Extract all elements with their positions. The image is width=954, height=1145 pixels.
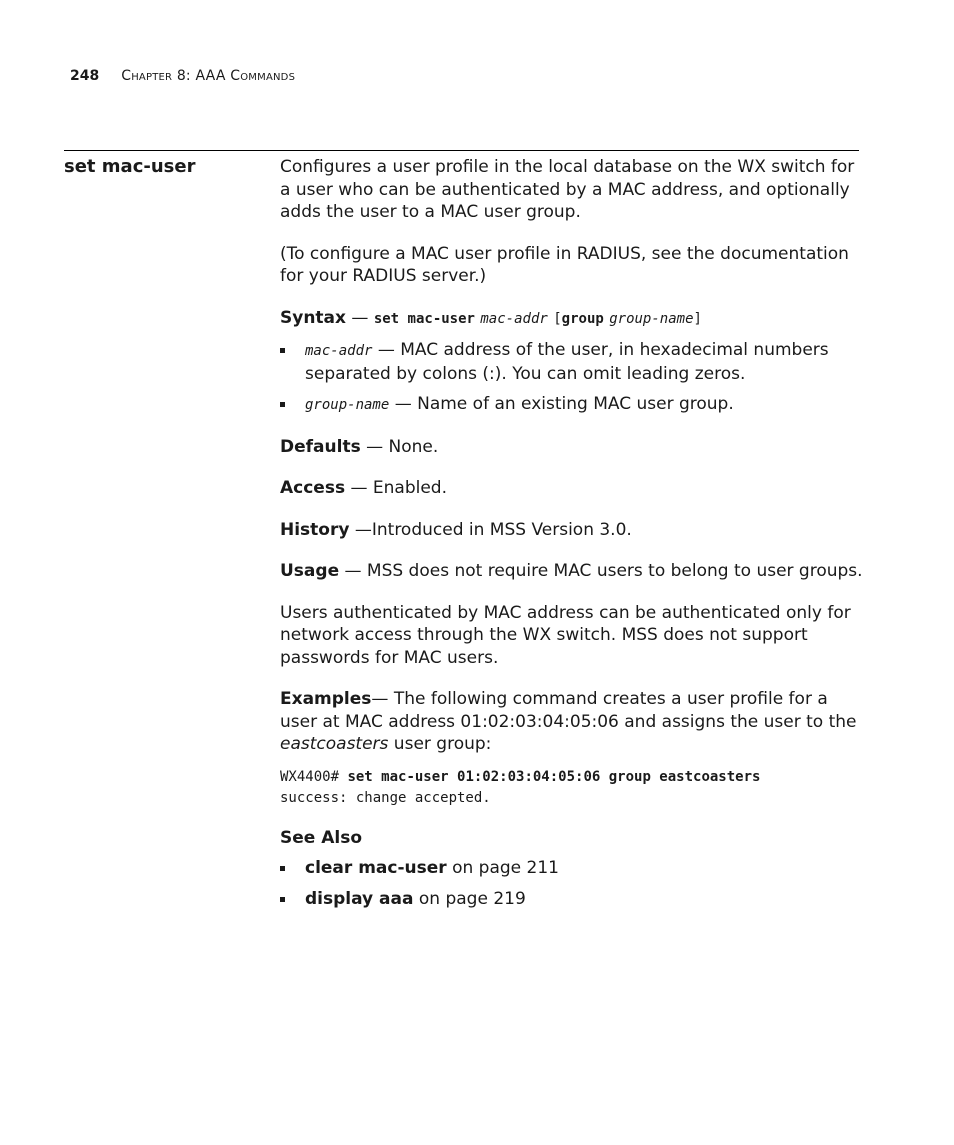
syntax-open-bracket: [ [553,310,562,327]
examples-group-name: eastcoasters [280,734,389,754]
usage-label: Usage [280,561,340,581]
defaults-line [280,436,865,459]
command-title: set mac-user [64,156,196,177]
syntax-close-bracket: ] [693,310,702,327]
param-item [280,393,865,417]
command-body [280,156,865,929]
see-also-link[interactable]: display aaa [305,888,414,909]
param-desc: — MAC address of the user, in hexadecimal numbers separated by colons (:). You can omit leading zeros. [305,340,829,384]
bullet-icon [280,402,285,407]
access-text: — Enabled. [350,478,447,498]
code-example [280,767,865,809]
examples-text-end: user group: [388,734,492,754]
access-label: Access [280,478,346,498]
syntax-arg-group: group-name [609,310,694,327]
syntax-keyword-group: group [561,310,604,327]
param-list [280,339,865,417]
param-name: group-name [305,397,390,413]
see-also-item [280,888,865,911]
see-also-heading: See Also [280,827,363,848]
description: Configures a user profile in the local database on the WX switch for a user who can be authenticated by a MAC address, and optionally adds the user to a MAC user group. [280,157,855,222]
code-output: success: change accepted. [280,789,491,806]
chapter-title: Chapter 8: AAA Commands [121,68,296,84]
param-item [280,339,865,385]
syntax-label: Syntax [280,307,346,328]
see-also-link[interactable]: clear mac-user [305,858,447,878]
bullet-icon [280,897,285,902]
see-also-page-ref: on page 211 [446,858,559,878]
usage-paragraph: Users authenticated by MAC address can be authenticated only for network access through the WX switch. MSS does not support passwords for MAC users. [280,602,851,668]
bullet-icon [280,866,285,871]
usage-line [280,560,865,583]
usage-text: — MSS does not require MAC users to belong to user groups. [344,561,863,581]
access-line [280,477,865,500]
param-name: mac-addr [305,343,373,359]
radius-note: (To configure a MAC user profile in RADIUS, see the documentation for your RADIUS server.) [280,243,849,286]
page-number: 248 [70,68,100,84]
syntax-line [280,307,865,331]
syntax-command: set mac-user [373,310,475,327]
examples-text: — The following command creates a user profile for a user at MAC address 01:02:03:04:05:06 and assigns the user to the [280,689,857,732]
history-text: —Introduced in MSS Version 3.0. [354,519,632,540]
see-also-page-ref: on page 219 [413,888,526,909]
section-rule [64,150,859,151]
syntax-dash: — [351,307,369,328]
history-label: History [280,519,350,540]
code-command-line [280,767,865,788]
see-also-item [280,857,865,880]
history-line [280,519,865,542]
code-command: set mac-user 01:02:03:04:05:06 group eastcoasters [347,768,761,785]
running-header [70,68,295,84]
see-also-list [280,857,865,910]
code-prompt: WX4400# [280,768,348,785]
examples-line [280,688,865,756]
syntax-arg-mac: mac-addr [480,310,548,327]
examples-label: Examples [280,689,372,709]
param-desc: — Name of an existing MAC user group. [394,394,734,414]
defaults-text: — None. [366,436,439,457]
bullet-icon [280,348,285,353]
defaults-label: Defaults [280,436,361,457]
